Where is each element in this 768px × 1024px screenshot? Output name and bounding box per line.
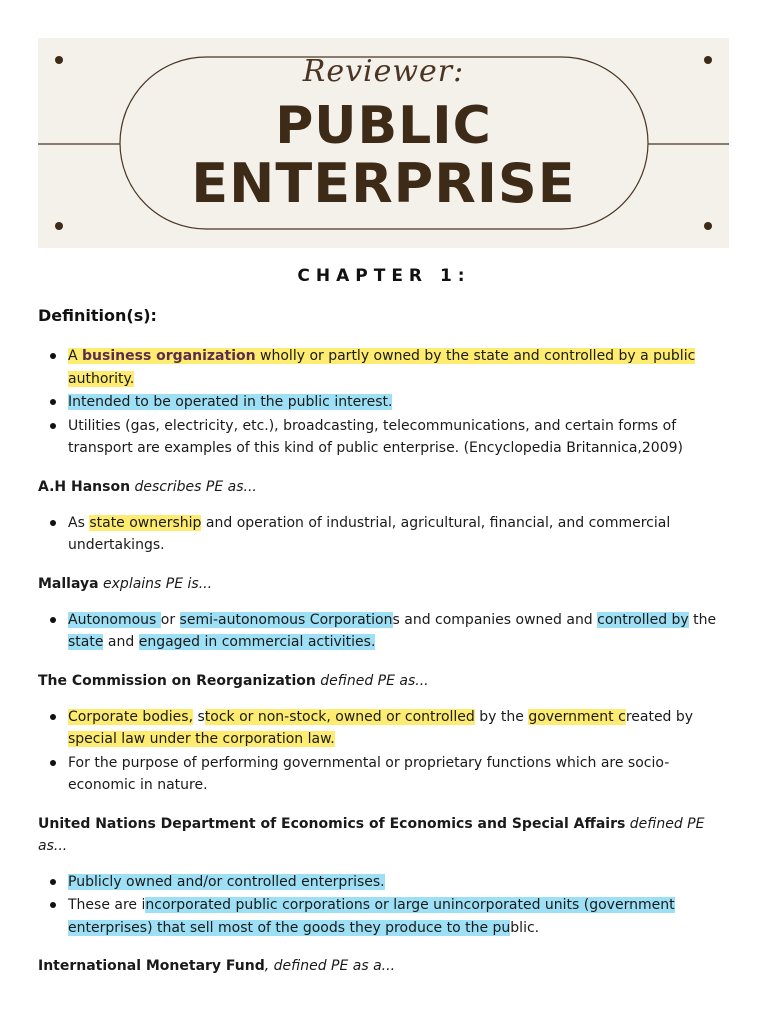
corner-dot-icon — [704, 222, 712, 230]
section-mallaya: Mallaya explains PE is... — [38, 575, 213, 592]
list-item: As state ownership and operation of industrial, agricultural, financial, and commercial undertakings. — [38, 512, 718, 557]
list-item: Utilities (gas, electricity, etc.), broadcasting, telecommunications, and certain forms of transport are examples of this kind of public enterprise. (Encyclopedia Britannica,2009) — [38, 415, 718, 460]
commission-list — [38, 706, 718, 797]
list-item: Publicly owned and/or controlled enterprises. — [38, 871, 718, 894]
hanson-list — [38, 512, 718, 557]
list-item: Autonomous or semi-autonomous Corporations and companies owned and controlled by the state and engaged in commercial activities. — [38, 609, 718, 654]
list-item: These are incorporated public corporations or large unincorporated units (government enterprises) that sell most of the goods they produce to the public. — [38, 894, 718, 939]
corner-dot-icon — [55, 222, 63, 230]
chapter-heading: CHAPTER 1: — [297, 266, 471, 286]
section-imf: International Monetary Fund, defined PE as a... — [38, 958, 396, 974]
list-item: Corporate bodies, stock or non-stock, owned or controlled by the government created by special law under the corporation law. — [38, 706, 718, 751]
section-un: United Nations Department of Economics of Economics and Special Affairs defined PE as... — [38, 815, 705, 854]
section-commission: The Commission on Reorganization defined PE as... — [38, 672, 429, 689]
definition-list — [38, 345, 718, 460]
title-enterprise: ENTERPRISE — [191, 152, 576, 215]
un-list — [38, 871, 718, 940]
document-body — [38, 306, 718, 991]
list-item: For the purpose of performing governmental or proprietary functions which are socio-economic in nature. — [38, 752, 718, 797]
mallaya-list — [38, 609, 718, 654]
header-banner — [38, 38, 729, 248]
list-item: Intended to be operated in the public interest. — [38, 391, 718, 414]
definitions-heading: Definition(s): — [38, 306, 157, 325]
title-public: PUBLIC — [275, 96, 492, 156]
reviewer-label: Reviewer: — [302, 54, 465, 89]
section-hanson: A.H Hanson describes PE as... — [38, 478, 257, 495]
list-item: A business organization wholly or partly owned by the state and controlled by a public authority. — [38, 345, 718, 390]
